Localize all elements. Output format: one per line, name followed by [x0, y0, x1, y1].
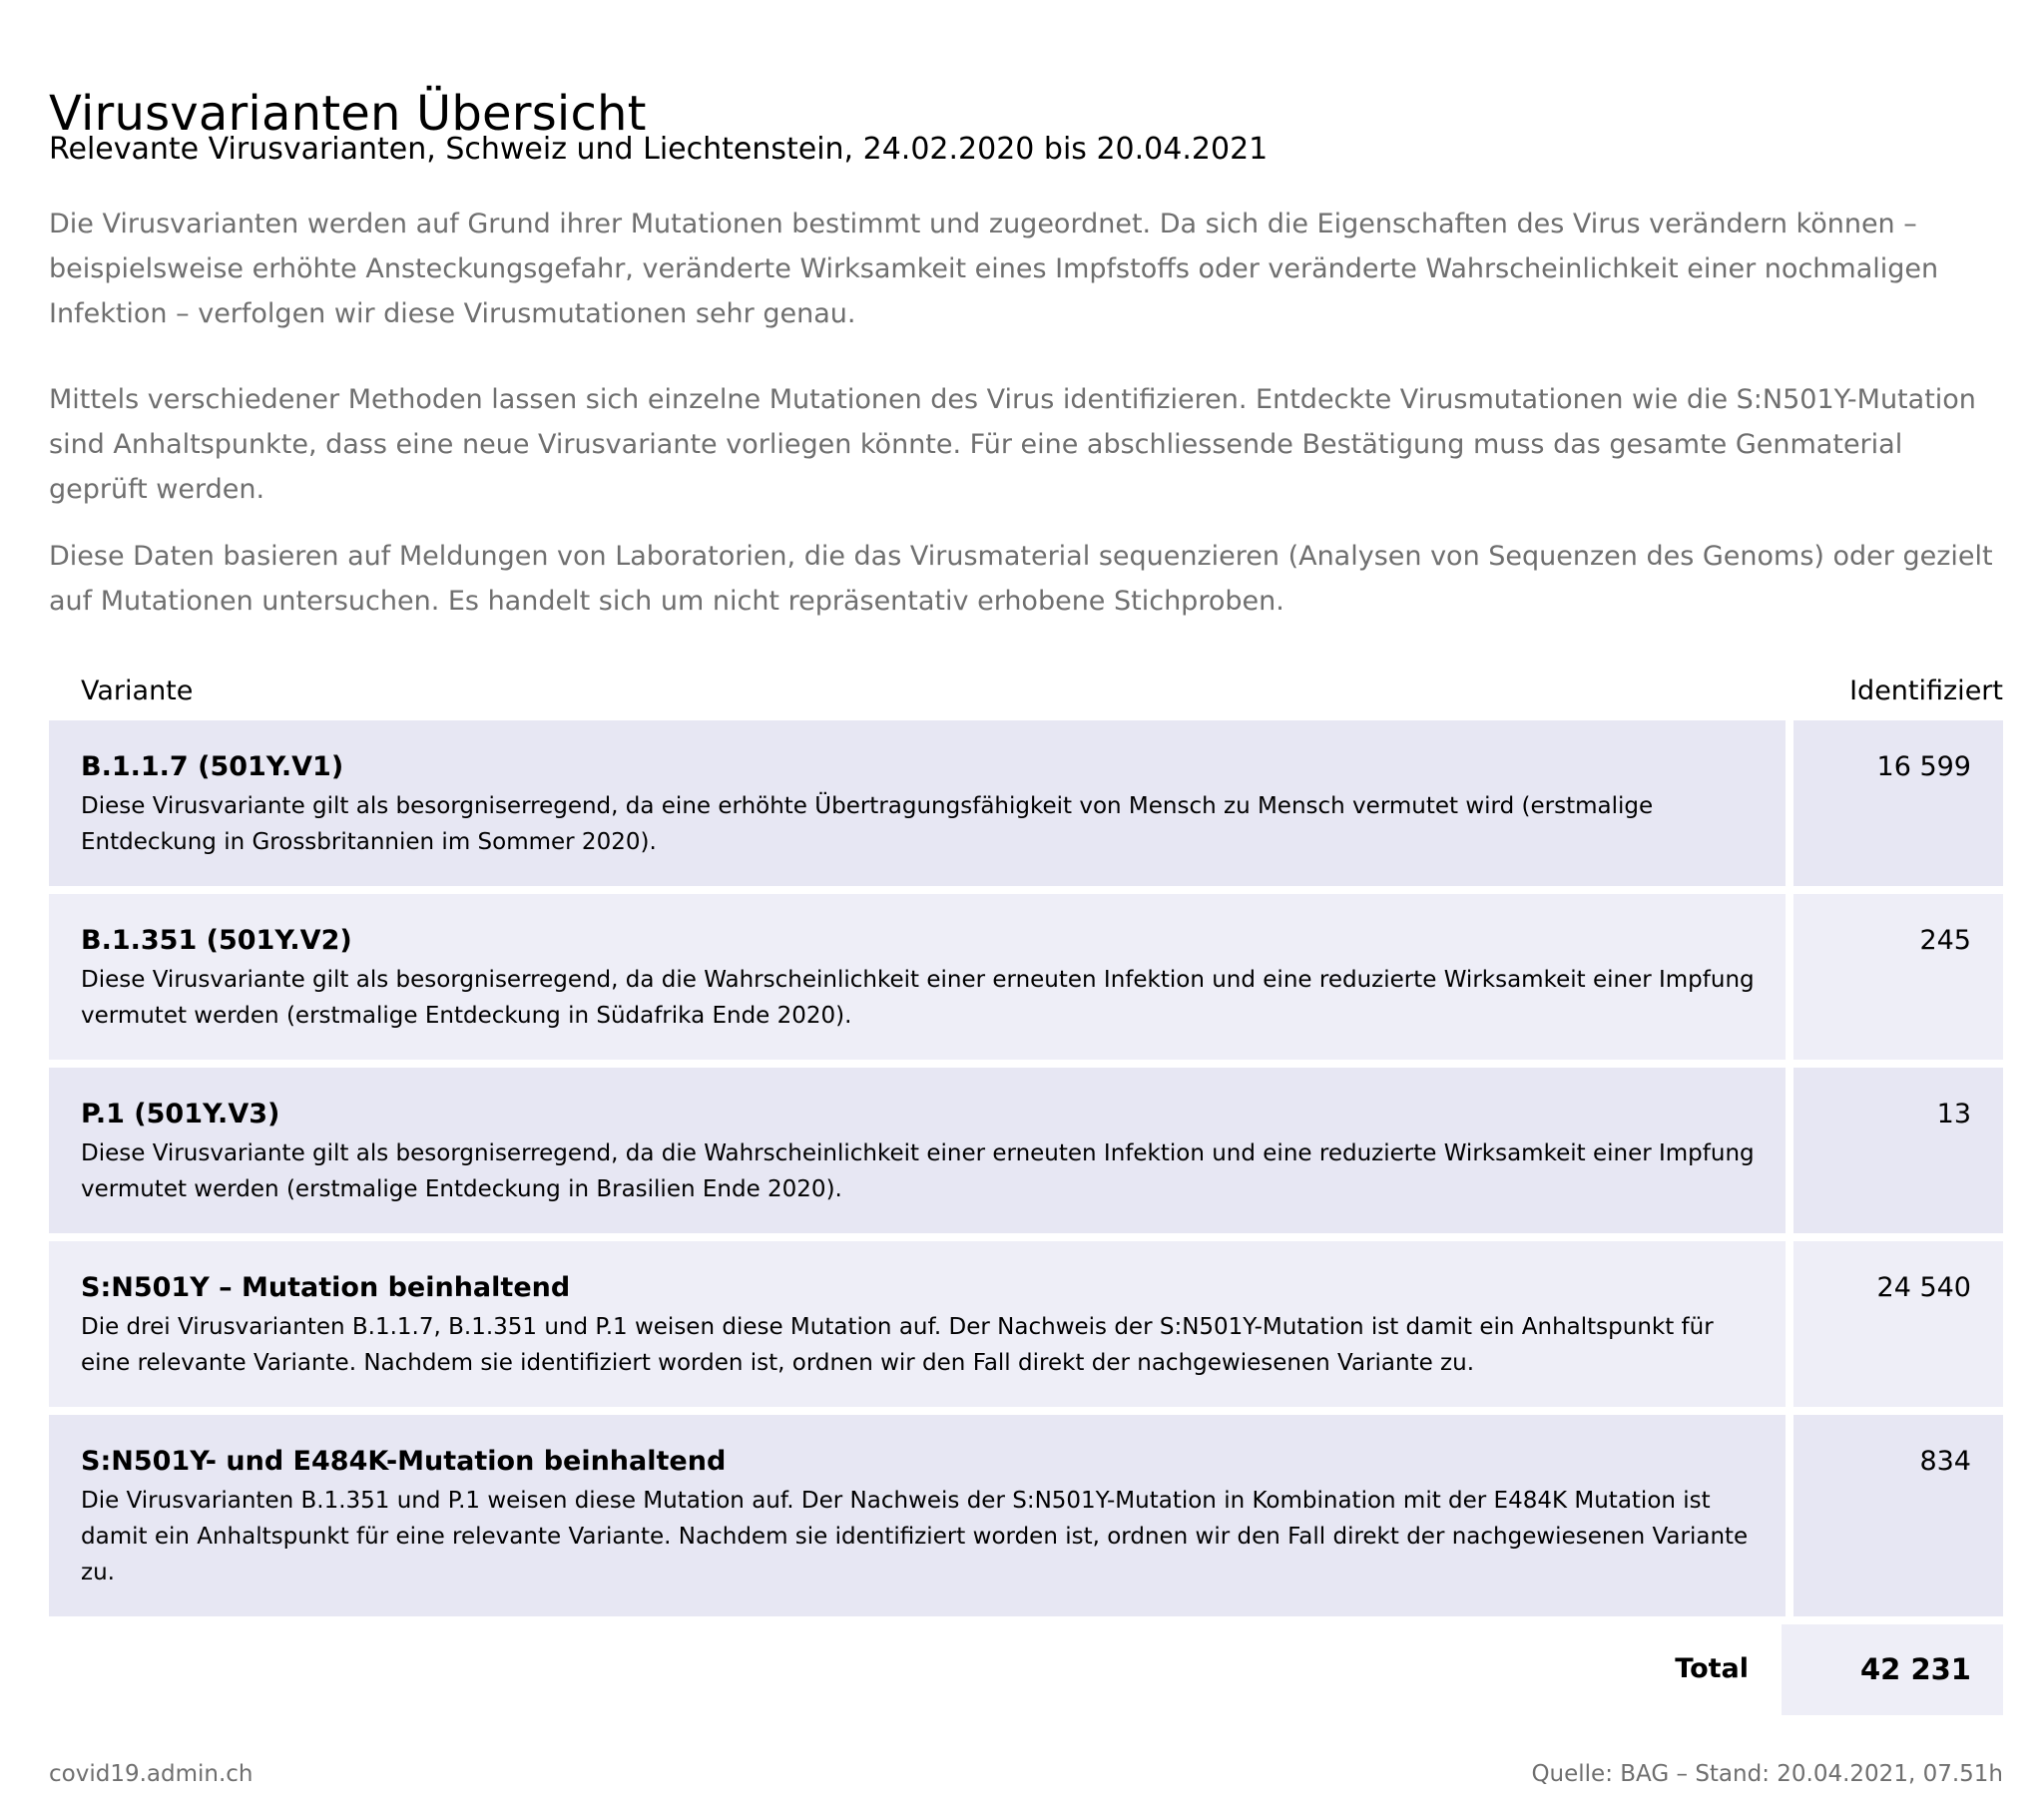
variant-count: 13	[1793, 1068, 2003, 1233]
variant-description: Die drei Virusvarianten B.1.1.7, B.1.351 und P.1 weisen diese Mutation auf. Der Nachweis der S:N501Y-Mutation ist damit ein Anhaltspunkt für eine relevante Variante. Nachdem sie identifiziert worden ist, ordnen wir den Fall direkt der nachgewiesenen Variante zu.	[81, 1314, 1714, 1376]
intro-paragraph: Die Virusvarianten werden auf Grund ihrer Mutationen bestimmt und zugeordnet. Da sich die Eigenschaften des Virus verändern können – beispielsweise erhöhte Ansteckungsgefahr, veränderte Wirksamkeit eines Impfstoffs oder veränderte Wahrscheinlichkeit einer nochmaligen Infektion – verfolgen wir diese Virusmutationen sehr genau.	[49, 209, 1939, 329]
variant-cell	[49, 1415, 1786, 1616]
variant-name: P.1 (501Y.V3)	[81, 1099, 280, 1129]
variant-description: Die Virusvarianten B.1.351 und P.1 weisen diese Mutation auf. Der Nachweis der S:N501Y-Mutation in Kombination mit der E484K Mutation ist damit ein Anhaltspunkt für eine relevante Variante. Nachdem sie identifiziert worden ist, ordnen wir den Fall direkt der nachgewiesenen Variante zu.	[81, 1488, 1749, 1585]
intro-paragraph: Diese Daten basieren auf Meldungen von Laboratorien, die das Virusmaterial sequenzieren (Analysen von Sequenzen des Genoms) oder gezielt auf Mutationen untersuchen. Es handelt sich um nicht repräsentativ erhobene Stichproben.	[49, 541, 1993, 617]
intro-paragraph: Mittels verschiedener Methoden lassen sich einzelne Mutationen des Virus identifizieren. Entdeckte Virusmutationen wie die S:N501Y-Mutation sind Anhaltspunkte, dass eine neue Virusvariante vorliegen könnte. Für eine abschliessende Bestätigung muss das gesamte Genmaterial geprüft werden.	[49, 384, 1976, 505]
page-subtitle: Relevante Virusvarianten, Schweiz und Liechtenstein, 24.02.2020 bis 20.04.2021	[49, 132, 1269, 167]
variant-count: 24 540	[1793, 1241, 2003, 1407]
variant-cell	[49, 894, 1786, 1060]
variant-count: 16 599	[1793, 720, 2003, 886]
variant-cell	[49, 1068, 1786, 1233]
variant-count: 245	[1793, 894, 2003, 1060]
footer-site: covid19.admin.ch	[49, 1761, 254, 1787]
variant-description: Diese Virusvariante gilt als besorgniserregend, da eine erhöhte Übertragungsfähigkeit von Mensch zu Mensch vermutet wird (erstmalige Entdeckung in Grossbritannien im Sommer 2020).	[81, 793, 1654, 855]
page-title: Virusvarianten Übersicht	[49, 86, 647, 143]
variant-name: B.1.1.7 (501Y.V1)	[81, 751, 344, 782]
table-header-count: Identifiziert	[1849, 676, 2003, 706]
variant-cell	[49, 1241, 1786, 1407]
footer-source: Quelle: BAG – Stand: 20.04.2021, 07.51h	[1531, 1761, 2003, 1787]
table-row	[49, 1068, 2003, 1233]
variant-count: 834	[1793, 1415, 2003, 1616]
table-row	[49, 894, 2003, 1060]
variant-description: Diese Virusvariante gilt als besorgniserregend, da die Wahrscheinlichkeit einer erneuten Infektion und eine reduzierte Wirksamkeit einer Impfung vermutet werden (erstmalige Entdeckung in Brasilien Ende 2020).	[81, 1140, 1755, 1202]
table-row	[49, 1241, 2003, 1407]
variant-name: S:N501Y – Mutation beinhaltend	[81, 1272, 571, 1303]
table-header-variant: Variante	[81, 676, 194, 706]
table-row	[49, 720, 2003, 886]
variant-name: B.1.351 (501Y.V2)	[81, 925, 352, 956]
variant-name: S:N501Y- und E484K-Mutation beinhaltend	[81, 1446, 727, 1477]
variants-table	[49, 720, 2003, 1624]
total-value: 42 231	[1782, 1624, 2003, 1715]
variant-description: Diese Virusvariante gilt als besorgniserregend, da die Wahrscheinlichkeit einer erneuten Infektion und eine reduzierte Wirksamkeit einer Impfung vermutet werden (erstmalige Entdeckung in Südafrika Ende 2020).	[81, 967, 1755, 1029]
variant-cell	[49, 720, 1786, 886]
table-row	[49, 1415, 2003, 1616]
total-label: Total	[1675, 1653, 1749, 1684]
